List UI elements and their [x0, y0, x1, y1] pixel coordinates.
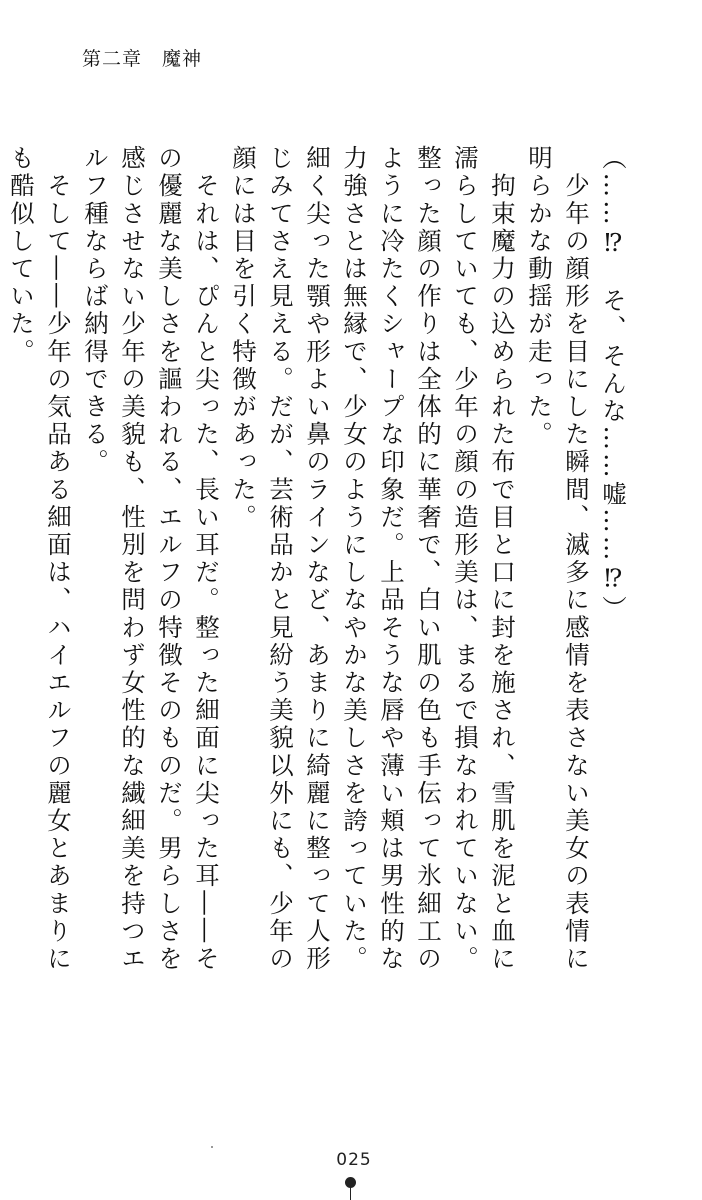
- page-marker-line: [350, 1186, 351, 1200]
- page-number: 025: [336, 1150, 372, 1170]
- paragraph: （……⁉ そ、そんな……嘘……⁉）: [599, 145, 628, 624]
- paragraph: それは、ぴんと尖った、長い耳だ。整った細面に尖った耳――その優麗な美しさを謳われる、エルフの特徴そのものだ。男らしさを感じさせない少年の美貌も、性別を問わず女性的な繊細美を持つエルフ種ならば納得できる。: [81, 145, 221, 973]
- paragraph: 少年の顔形を目にした瞬間、滅多に感情を表さない美女の表情に明らかな動揺が走った。: [525, 145, 591, 973]
- paragraph: そして――少年の気品ある細面は、ハイエルフの麗女とあまりにも酷似していた。: [7, 145, 73, 973]
- paragraph: [0, 145, 3, 975]
- chapter-running-head: 第二章 魔神: [82, 48, 203, 70]
- vertical-body-text: [0, 145, 632, 975]
- paragraph: 拘束魔力の込められた布で目と口に封を施され、雪肌を泥と血に濡らしていても、少年の顔の造形美は、まるで損なわれていない。整った顔の作りは全体的に華奢で、白い肌の色も手伝って氷細工のように冷たくシャープな印象だ。上品そうな唇や薄い頬は男性的な力強さとは無縁で、少女のようにしなやかな美しさを誇っていた。細く尖った顎や形よい鼻のラインなど、あまりに綺麗に整って人形じみてさえ見える。だが、芸術品かと見紛う美貌以外にも、少年の顔には目を引く特徴があった。: [229, 145, 517, 973]
- print-speck: [211, 1146, 213, 1148]
